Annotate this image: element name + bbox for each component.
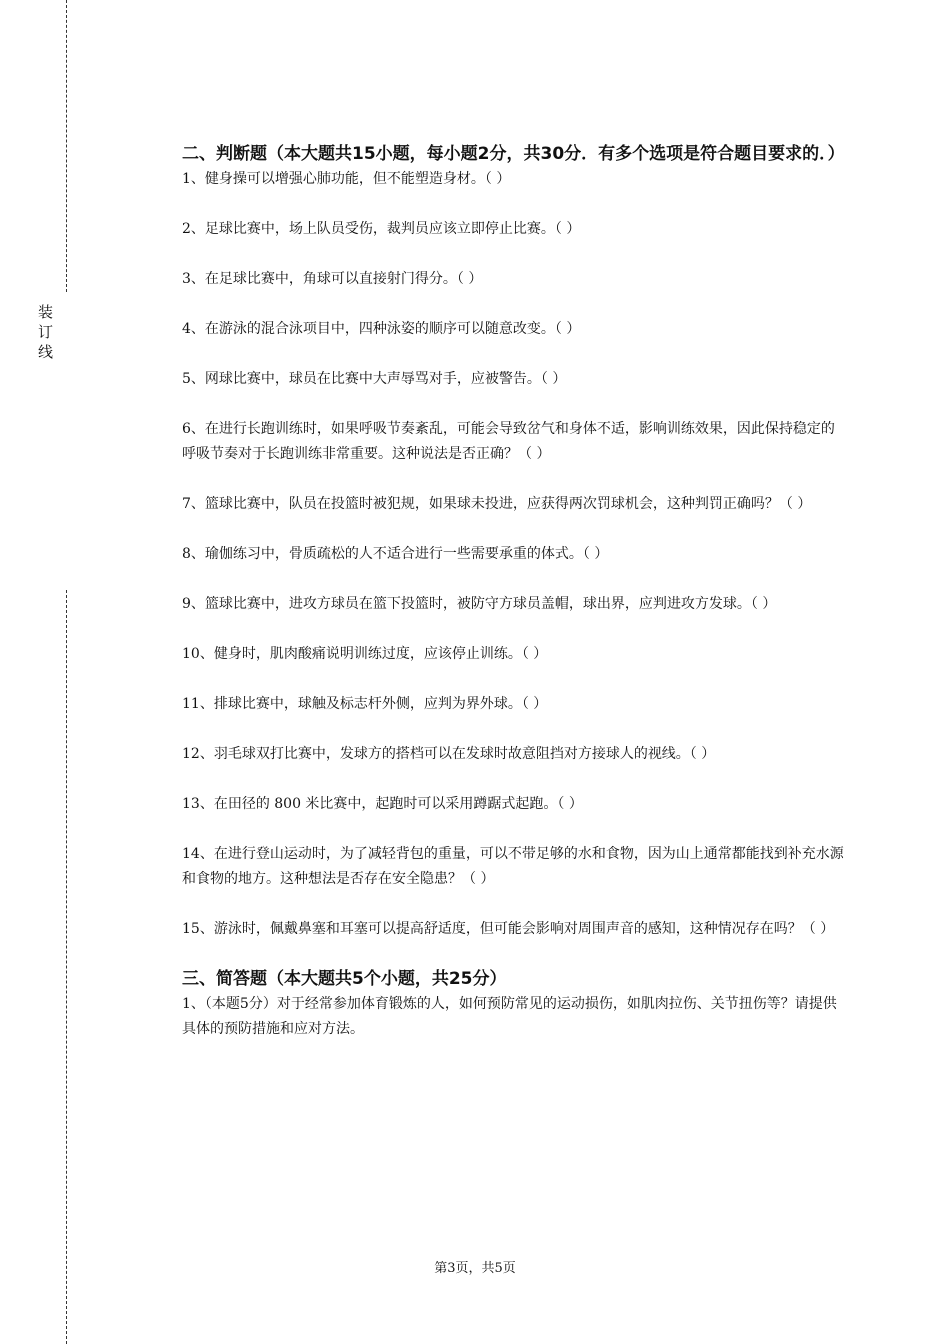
question-item: 2、足球比赛中，场上队员受伤，裁判员应该立即停止比赛。（ ）: [182, 221, 581, 237]
question-item: 6、在进行长跑训练时，如果呼吸节奏紊乱，可能会导致岔气和身体不适，影响训练效果，因此保持稳定的呼吸节奏对于长跑训练非常重要。这种说法是否正确？（ ）: [182, 421, 835, 462]
question-item: 4、在游泳的混合泳项目中，四种泳姿的顺序可以随意改变。（ ）: [182, 321, 581, 337]
question-item: 1、健身操可以增强心肺功能，但不能塑造身材。（ ）: [182, 171, 511, 187]
question-item: 5、网球比赛中，球员在比赛中大声辱骂对手，应被警告。（ ）: [182, 371, 567, 387]
section-short-answer: [182, 967, 847, 1042]
question-item: 8、瑜伽练习中，骨质疏松的人不适合进行一些需要承重的体式。（ ）: [182, 546, 609, 562]
question-item: 12、羽毛球双打比赛中，发球方的搭档可以在发球时故意阻挡对方接球人的视线。（ ）: [182, 746, 716, 762]
question-item: 3、在足球比赛中，角球可以直接射门得分。（ ）: [182, 271, 483, 287]
question-item: 14、在进行登山运动时，为了减轻背包的重量，可以不带足够的水和食物，因为山上通常都能找到补充水源和食物的地方。这种想法是否存在安全隐患？（ ）: [182, 846, 844, 887]
question-item: 7、篮球比赛中，队员在投篮时被犯规，如果球未投进，应获得两次罚球机会，这种判罚正确吗？（ ）: [182, 496, 812, 512]
binding-label: 装订线: [37, 303, 54, 361]
question-item: 15、游泳时，佩戴鼻塞和耳塞可以提高舒适度，但可能会影响对周围声音的感知，这种情况存在吗？（ ）: [182, 921, 835, 937]
section-true-false: [182, 142, 847, 942]
binding-dashed-line-top: [66, 0, 67, 292]
question-item: 10、健身时，肌肉酸痛说明训练过度，应该停止训练。（ ）: [182, 646, 548, 662]
question-item: 11、排球比赛中，球触及标志杆外侧，应判为界外球。（ ）: [182, 696, 548, 712]
question-item: 9、篮球比赛中，进攻方球员在篮下投篮时，被防守方球员盖帽，球出界，应判进攻方发球。（ ）: [182, 596, 777, 612]
question-item: 1、（本题5分）对于经常参加体育锻炼的人，如何预防常见的运动损伤，如肌肉拉伤、关节扭伤等？请提供具体的预防措施和应对方法。: [182, 996, 837, 1037]
page-footer: 第3页，共5页: [434, 1261, 516, 1276]
question-item: 13、在田径的 800 米比赛中，起跑时可以采用蹲踞式起跑。（ ）: [182, 796, 583, 812]
section-heading: 二、判断题（本大题共15小题，每小题2分，共30分．有多个选项是符合题目要求的．）: [182, 144, 845, 164]
exam-content: [182, 142, 847, 1067]
section-heading: 三、简答题（本大题共5个小题，共25分）: [182, 969, 507, 989]
binding-dashed-line-bottom: [66, 590, 67, 1344]
